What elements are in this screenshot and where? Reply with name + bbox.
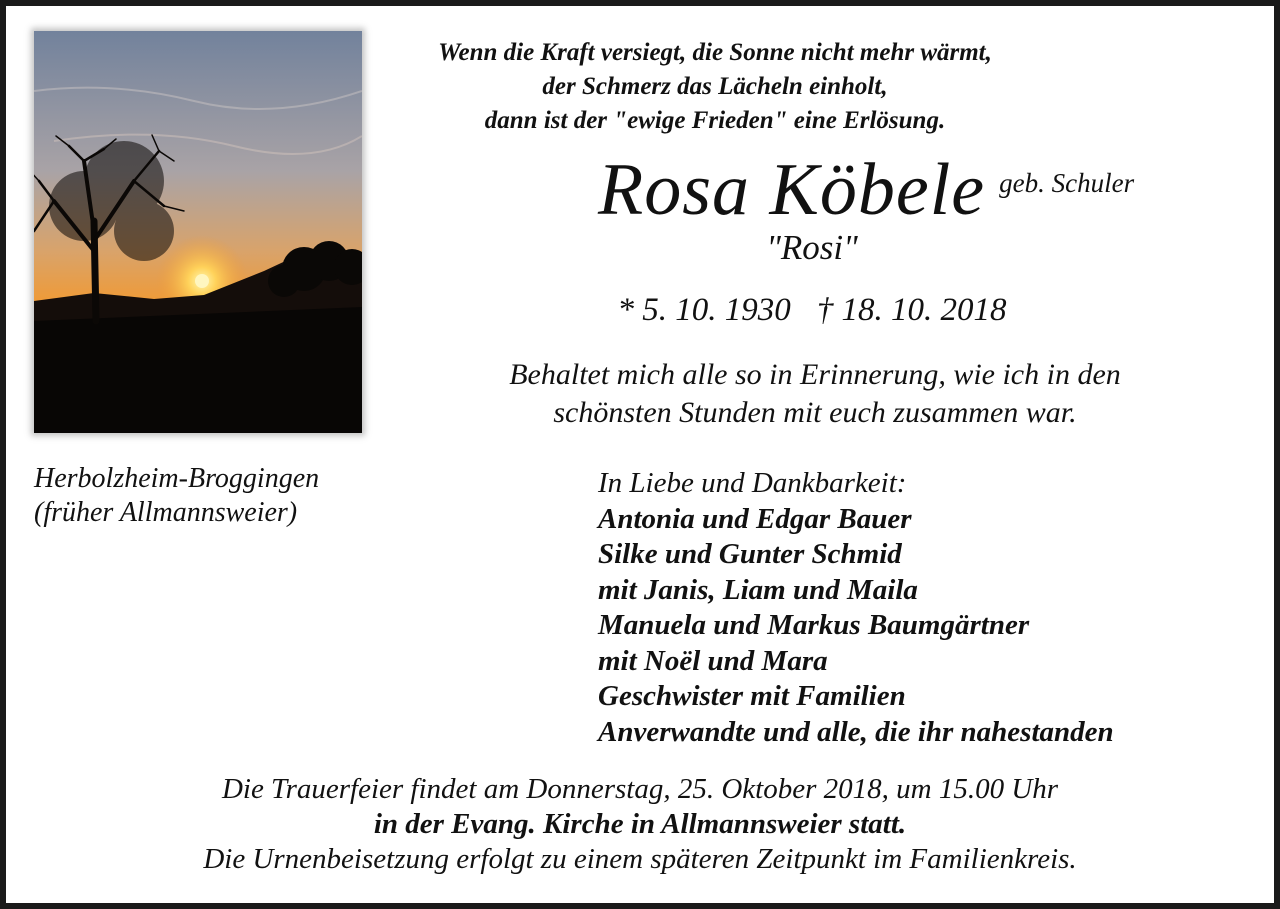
mourner-entry: Manuela und Markus Baumgärtner [598,609,1030,641]
urn-burial-line: Die Urnenbeisetzung erfolgt zu einem späteren Zeitpunkt im Familienkreis. [203,843,1077,875]
memorial-quote [420,356,1210,432]
service-date-line: Die Trauerfeier findet am Donnerstag, 25. Oktober 2018, um 15.00 Uhr [221,773,1059,805]
sunset-photo [34,31,362,433]
birth-name: geb. Schuler [999,168,1135,198]
service-info [20,772,1260,877]
place-line: Herbolzheim-Broggingen [34,463,320,494]
deceased-name: Rosa Köbele [598,149,986,231]
mourner-entry: mit Janis, Liam und Maila [598,573,918,606]
service-location-line: in der Evang. Kirche in Allmannsweier statt. [373,808,907,840]
poem-line: der Schmerz das Lächeln einholt, [542,73,888,100]
quote-line: schönsten Stunden mit euch zusammen war. [553,396,1077,429]
place-line: (früher Allmannsweier) [34,497,298,528]
mourners-list [598,466,1114,750]
mourner-entry: Silke und Gunter Schmid [598,538,902,570]
life-dates [600,292,1024,329]
mourner-entry: mit Noël und Mara [598,644,828,677]
mourner-entry: Antonia und Edgar Bauer [598,502,912,535]
death-date: † 18. 10. 2018 [816,292,1007,328]
nickname: "Rosi" [766,228,858,267]
place [34,462,319,530]
mourner-entry: Anverwandte und alle, die ihr nahestanden [598,715,1114,748]
poem-line: Wenn die Kraft versiegt, die Sonne nicht mehr wärmt, [438,39,992,66]
mourner-entry: Geschwister mit Familien [598,680,906,712]
quote-line: Behaltet mich alle so in Erinnerung, wie ich in den [509,358,1121,391]
mourners-intro: In Liebe und Dankbarkeit: [598,467,907,499]
deceased-name-line [598,148,1134,233]
poem-line: dann ist der "ewige Frieden" eine Erlösung. [484,107,946,134]
birth-date: * 5. 10. 1930 [617,292,791,328]
poem [400,36,1030,138]
